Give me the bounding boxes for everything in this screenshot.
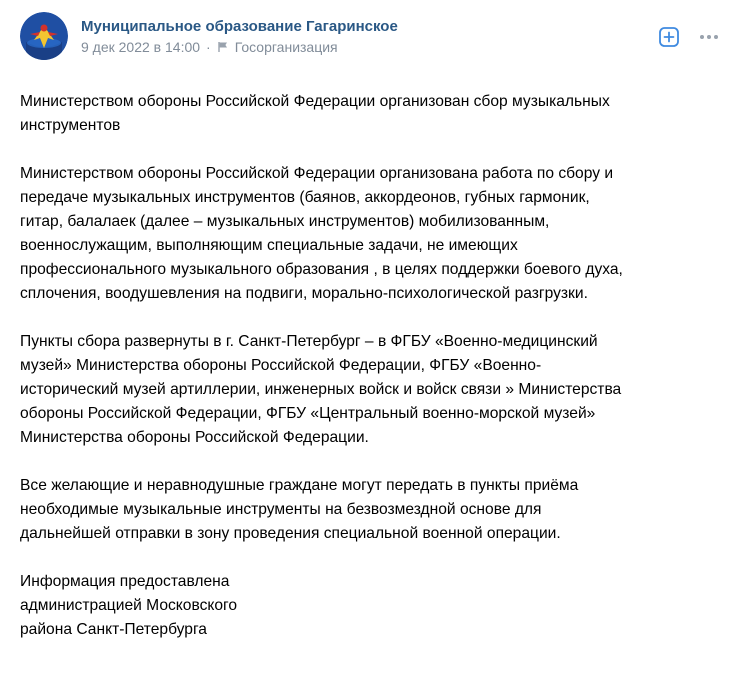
paragraph-4 <box>20 570 724 642</box>
post-category: Госорганизация <box>234 39 338 55</box>
flag-icon <box>217 41 229 53</box>
paragraph-3 <box>20 474 724 546</box>
text-line: Министерством обороны Российской Федерации организован сбор музыкальных <box>20 93 610 110</box>
text-line: администрацией Московского <box>20 597 238 614</box>
text-line: обороны Российской Федерации, ФГБУ «Центральный военно-морской музей» <box>20 405 596 422</box>
post-title <box>20 90 724 138</box>
text-line: исторический музей артиллерии, инженерных войск и войск связи » Министерства <box>20 381 622 398</box>
text-line: Министерством обороны Российской Федерации организована работа по сбору и <box>20 165 614 182</box>
more-horizontal-icon <box>699 34 719 40</box>
text-line: необходимые музыкальные инструменты на безвозмездной основе для <box>20 501 542 518</box>
text-line: инструментов <box>20 117 121 134</box>
text-line: гитар, балалаек (далее – музыкальных инструментов) мобилизованным, <box>20 213 550 230</box>
post-text <box>20 90 724 642</box>
coat-of-arms-icon <box>20 12 68 60</box>
text-line: музей» Министерства обороны Российской Федерации, ФГБУ «Военно- <box>20 357 542 374</box>
meta-separator: · <box>206 39 211 55</box>
text-line: Информация предоставлена <box>20 573 230 590</box>
more-button[interactable] <box>698 26 720 48</box>
add-square-icon[interactable] <box>658 26 680 48</box>
text-line: профессионального музыкального образования , в целях поддержки боевого духа, <box>20 261 623 278</box>
author-name-link[interactable]: Муниципальное образование Гагаринское <box>81 18 398 35</box>
text-line: военнослужащим, выполняющим специальные задачи, не имеющих <box>20 237 518 254</box>
text-line: передаче музыкальных инструментов (баянов, аккордеонов, губных гармоник, <box>20 189 590 206</box>
text-line: дальнейшей отправки в зону проведения специальной военной операции. <box>20 525 561 542</box>
text-line: Все желающие и неравнодушные граждане могут передать в пункты приёма <box>20 477 579 494</box>
post-actions <box>658 26 720 48</box>
text-line: Пункты сбора развернуты в г. Санкт-Петербург – в ФГБУ «Военно-медицинский <box>20 333 598 350</box>
post-date-link[interactable]: 9 дек 2022 в 14:00 <box>81 39 201 55</box>
text-line: Министерства обороны Российской Федерации. <box>20 429 369 446</box>
text-line: района Санкт-Петербурга <box>20 621 207 638</box>
paragraph-2 <box>20 330 724 450</box>
text-line: сплочения, воодушевления на подвиги, морально-психологической разгрузки. <box>20 285 588 302</box>
avatar[interactable] <box>20 12 68 60</box>
paragraph-1 <box>20 162 724 306</box>
post-meta <box>81 39 338 55</box>
